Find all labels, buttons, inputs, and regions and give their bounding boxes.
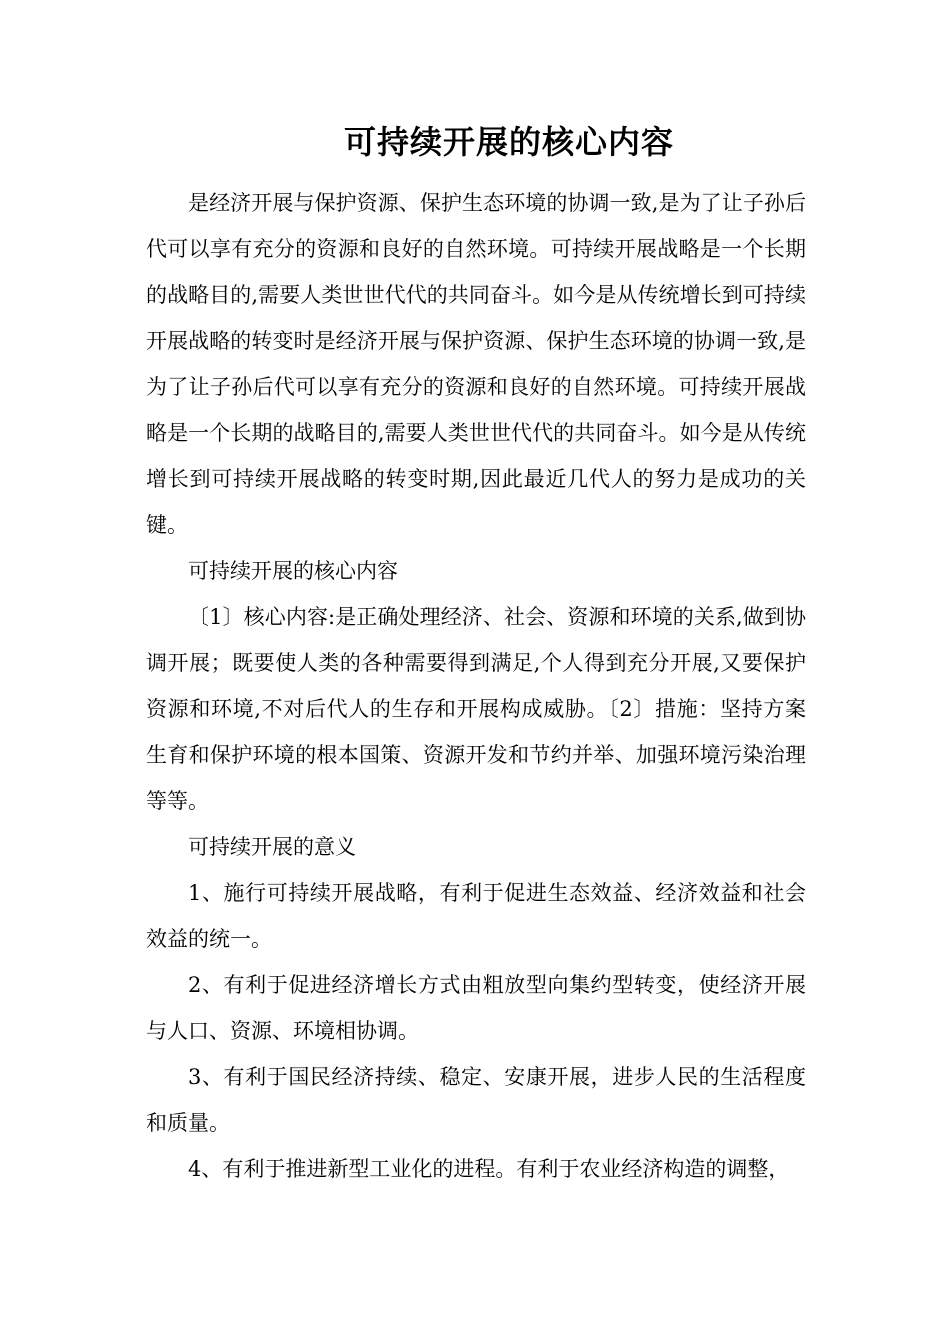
paragraph-significance-3: 3、有利于国民经济持续、稳定、安康开展，进步人民的生活程度和质量。 — [146, 1065, 806, 1135]
section-heading-significance: 可持续开展的意义 — [188, 835, 356, 859]
section-heading-core-content: 可持续开展的核心内容 — [188, 559, 398, 583]
document-title: 可持续开展的核心内容 — [343, 123, 674, 161]
paragraph-significance-4: 4、有利于推进新型工业化的进程。有利于农业经济构造的调整， — [188, 1157, 790, 1181]
paragraph-significance-2: 2、有利于促进经济增长方式由粗放型向集约型转变，使经济开展与人口、资源、环境相协调。 — [146, 973, 806, 1043]
paragraph-intro: 是经济开展与保护资源、保护生态环境的协调一致,是为了让子孙后代可以享有充分的资源和良好的自然环境。可持续开展战略是一个长期的战略目的,需要人类世世代代的共同奋斗。如今是从传统增长到可持续开展战略的转变时是经济开展与保护资源、保护生态环境的协调一致,是为了让子孙后代可以享有充分的资源和良好的自然环境。可持续开展战略是一个长期的战略目的,需要人类世世代代的共同奋斗。如今是从传统增长到可持续开展战略的转变时期,因此最近几代人的努力是成功的关键。 — [146, 191, 806, 537]
paragraph-core-content: 〔1〕核心内容:是正确处理经济、社会、资源和环境的关系,做到协调开展；既要使人类的各种需要得到满足,个人得到充分开展,又要保护资源和环境,不对后代人的生存和开展构成威胁。〔2〕措施：坚持方案生育和保护环境的根本国策、资源开发和节约并举、加强环境污染治理等等。 — [146, 605, 806, 813]
document-body — [146, 180, 806, 1192]
paragraph-significance-1: 1、施行可持续开展战略，有利于促进生态效益、经济效益和社会效益的统一。 — [146, 881, 806, 951]
